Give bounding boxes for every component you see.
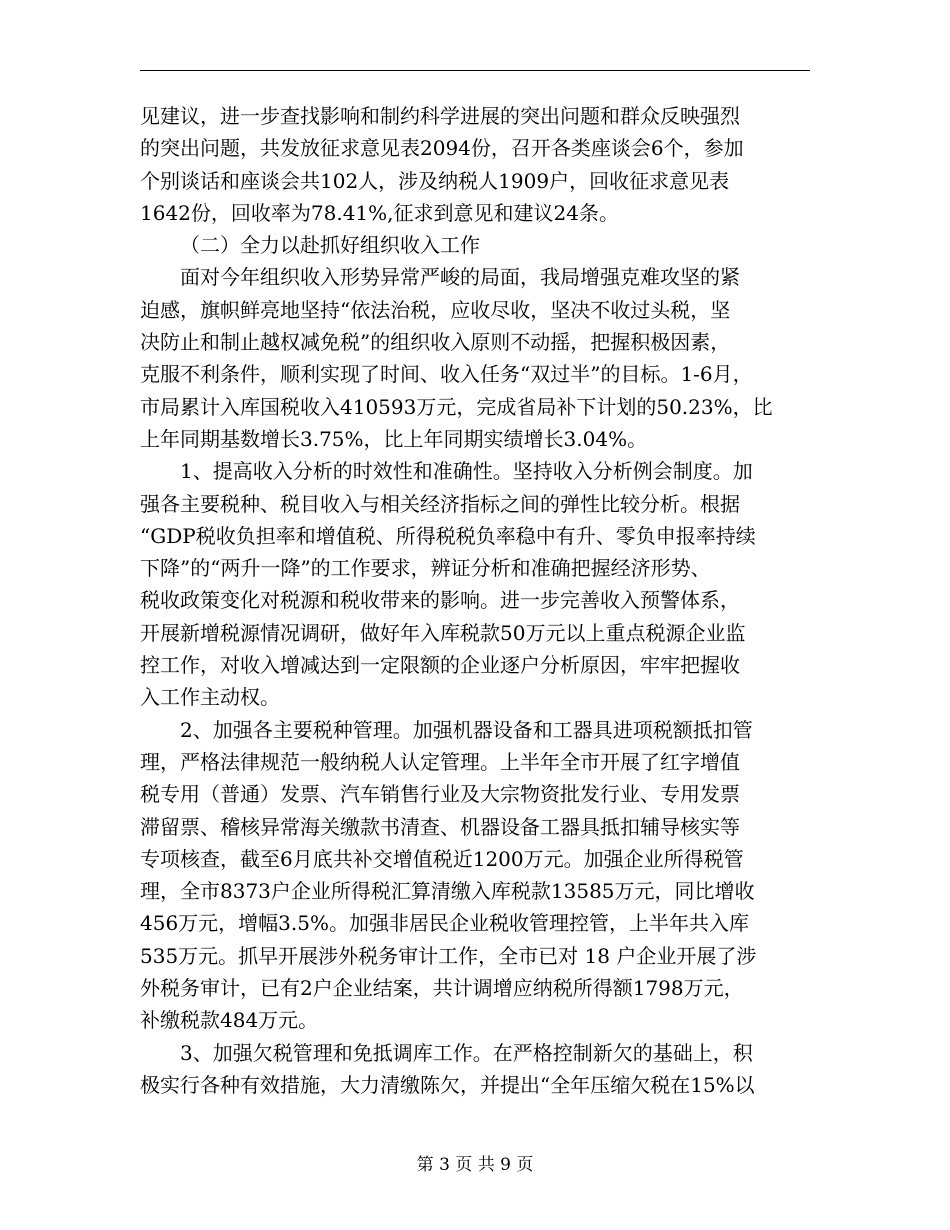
text-line: 强各主要税种、税目收入与相关经济指标之间的弹性比较分析。根据 bbox=[140, 491, 740, 516]
text-line: 理，严格法律规范一般纳税人认定管理。上半年全市开展了红字增值 bbox=[140, 749, 740, 774]
text-line: 的突出问题，共发放征求意见表2094份，召开各类座谈会6个，参加 bbox=[140, 136, 744, 161]
text-line: 外税务审计，已有2户企业结案，共计调增应纳税所得额1798万元， bbox=[140, 976, 744, 1001]
text-line: “GDP税收负担率和增值税、所得税税负率稳中有升、零负申报率持续 bbox=[140, 523, 756, 548]
text-line: 面对今年组织收入形势异常严峻的局面，我局增强克难攻坚的紧 bbox=[180, 265, 740, 290]
text-line: 迫感，旗帜鲜亮地坚持“依法治税，应收尽收，坚决不收过头税，坚 bbox=[140, 297, 731, 322]
text-line: 入工作主动权。 bbox=[140, 685, 280, 710]
text-line: 控工作，对收入增减达到一定限额的企业逐户分析原因，牢牢把握收 bbox=[140, 653, 740, 678]
text-line: 个别谈话和座谈会共102人，涉及纳税人1909户，回收征求意见表 bbox=[140, 168, 730, 193]
text-line: 1642份，回收率为78.41%,征求到意见和建议24条。 bbox=[140, 200, 619, 225]
header-rule bbox=[140, 70, 810, 71]
body-text bbox=[140, 100, 810, 1101]
text-line: 456万元，增幅3.5%。加强非居民企业税收管理控管，上半年共入库 bbox=[140, 911, 749, 936]
page-footer: 第 3 页 共 9 页 bbox=[416, 1155, 534, 1175]
text-line: 535万元。抓早开展涉外税务审计工作，全市已对 18 户企业开展了涉 bbox=[140, 943, 757, 968]
text-line: 决防止和制止越权减免税”的组织收入原则不动摇，把握积极因素， bbox=[140, 330, 731, 355]
text-line: 税收政策变化对税源和税收带来的影响。进一步完善收入预警体系， bbox=[140, 588, 740, 613]
text-line: 补缴税款484万元。 bbox=[140, 1008, 319, 1033]
text-line: 税专用（普通）发票、汽车销售行业及大宗物资批发行业、专用发票 bbox=[140, 782, 740, 807]
text-line: 见建议，进一步查找影响和制约科学进展的突出问题和群众反映强烈 bbox=[140, 104, 740, 128]
text-line: 极实行各种有效措施，大力清缴陈欠，并提出“全年压缩欠税在15%以 bbox=[140, 1072, 755, 1097]
text-line: 2、加强各主要税种管理。加强机器设备和工器具进项税额抵扣管 bbox=[180, 717, 753, 742]
text-line: 开展新增税源情况调研，做好年入库税款50万元以上重点税源企业监 bbox=[140, 620, 746, 645]
text-line: 3、加强欠税管理和免抵调库工作。在严格控制新欠的基础上，积 bbox=[180, 1040, 753, 1065]
text-line: 市局累计入库国税收入410593万元，完成省局补下计划的50.23%，比 bbox=[140, 394, 773, 419]
text-line: 下降”的“两升一降”的工作要求，辨证分析和准确把握经济形势、 bbox=[140, 556, 711, 581]
text-line: 1、提高收入分析的时效性和准确性。坚持收入分析例会制度。加 bbox=[180, 459, 753, 484]
text-line: 专项核查，截至6月底共补交增值税近1200万元。加强企业所得税管 bbox=[140, 846, 744, 871]
text-line: 滞留票、稽核异常海关缴款书清查、机器设备工器具抵扣辅导核实等 bbox=[140, 814, 740, 839]
text-line: 理，全市8373户企业所得税汇算清缴入库税款13585万元，同比增收 bbox=[140, 879, 755, 904]
text-line: 克服不利条件，顺利实现了时间、收入任务“双过半”的目标。1-6月， bbox=[140, 362, 753, 387]
text-line: 上年同期基数增长3.75%，比上年同期实绩增长3.04%。 bbox=[140, 426, 648, 451]
text-line: （二）全力以赴抓好组织收入工作 bbox=[180, 233, 480, 258]
